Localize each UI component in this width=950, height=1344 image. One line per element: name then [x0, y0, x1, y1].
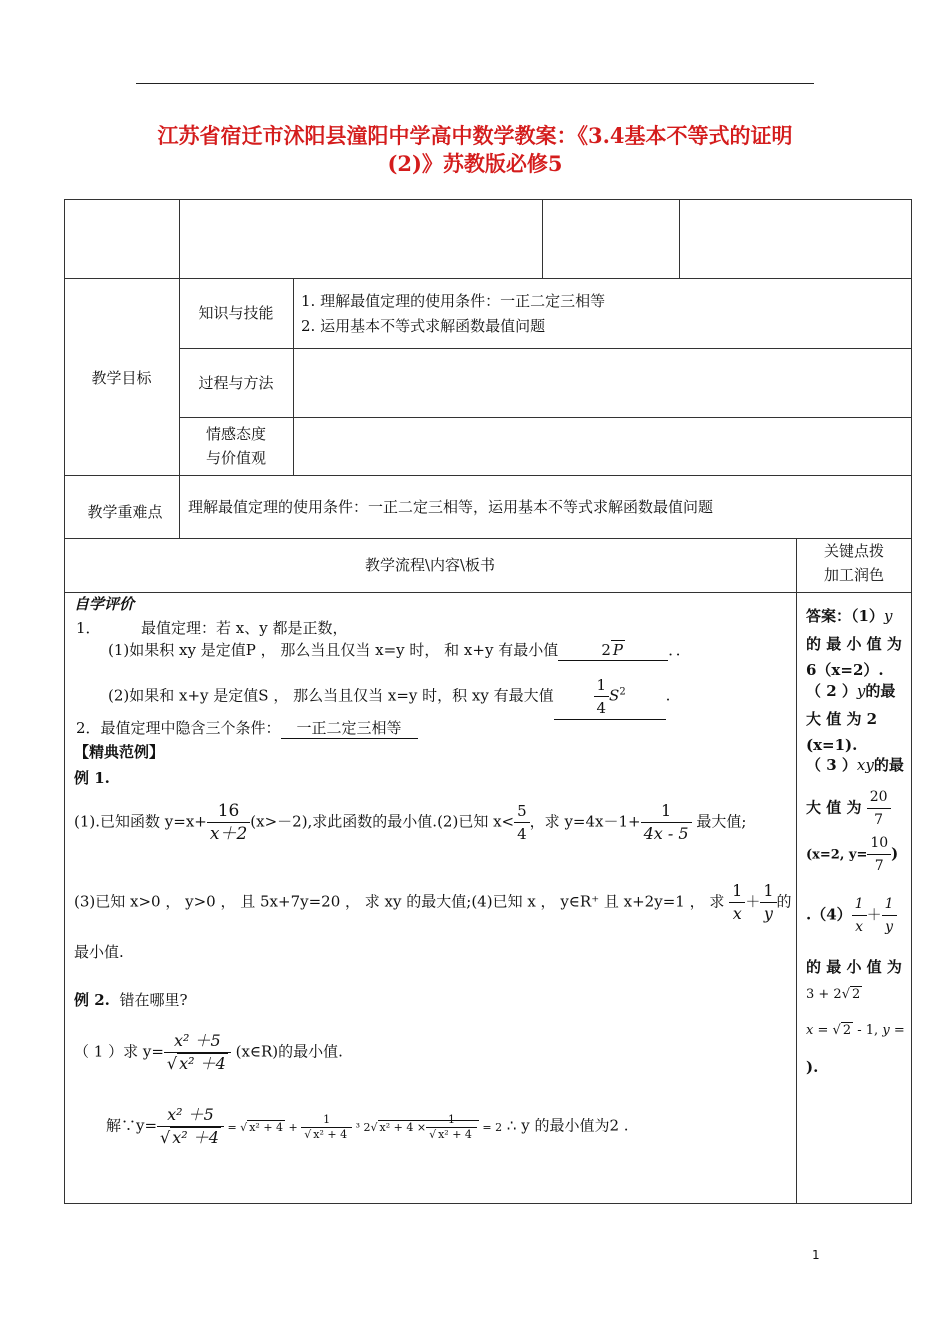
examples-heading: 【精典范例】 [74, 743, 165, 761]
answer-1: 答案：（1）y [806, 607, 893, 625]
ex1-line1 [74, 800, 746, 845]
key-label-1: 关键点拨 [823, 542, 884, 560]
item1b-exp: 2 [619, 686, 626, 698]
ex1-p4-end: 的 [776, 892, 792, 911]
ex2-q-frac: $\frac{\text{x² ＋5}}{\text{√ x² ＋4}}$ [164, 1030, 231, 1075]
item2-answer: 一正二定三相等 [281, 718, 418, 739]
ex1-frac-3: $\frac{1}{4x - 5}$ [641, 800, 692, 845]
row1-bottom-rule [64, 278, 912, 279]
self-eval-heading: 自学评价 [74, 595, 135, 613]
ex2-question [74, 1030, 343, 1075]
ex2-title: 错在哪里? [119, 991, 188, 1009]
ex1-p5: 最小值. [74, 943, 124, 961]
ex2-q-a: （ 1 ）求 y= [74, 1042, 164, 1061]
ex2-heading [74, 990, 187, 1010]
ex1-p1-a: (1).已知函数 y=x+ [74, 812, 207, 831]
goals-rule-2 [179, 417, 912, 418]
goals-divider-2 [293, 278, 294, 475]
answer-7: （ 3 ）xy的最 [806, 756, 904, 774]
answer-9: (x=2, y= $\frac{10}{7}$ ) [806, 832, 898, 877]
item1a-text: (1)如果积 xy 是定值P ， 那么当且仅当 x=y 时， 和 x+y 有最小值 [108, 641, 559, 659]
ex1-plus: ＋ [745, 892, 761, 911]
flow-divider [796, 538, 797, 1204]
emotion-label-2: 与价值观 [205, 449, 266, 467]
item1a-coef: 2 [601, 641, 611, 659]
item1a-answer [558, 640, 668, 661]
key-label-2: 加工润色 [823, 566, 884, 584]
flow-label: 教学流程\内容\板书 [364, 556, 496, 574]
knowledge-label: 知识与技能 [198, 304, 274, 322]
page-title-line1: 江苏省宿迁市沭阳县潼阳中学高中数学教案：《3.4基本不等式的证明 [157, 123, 793, 148]
item1b-var: S [609, 686, 620, 705]
ex1-p3: (3)已知 x>0 ， y>0 ， 且 5x+7y=20 ， 求 xy 的最大值;(4)已知 x ， y∈R⁺ 且 x+2y=1 ， 求 [74, 892, 725, 911]
ex2-q-b: (x∈R)的最小值. [235, 1042, 343, 1061]
difficulty-bottom-rule [64, 538, 912, 539]
ex2-sol-a: 解∵y= [106, 1116, 158, 1135]
answer-12: 3 + 2√ 2 [806, 987, 861, 1002]
item1b-text: (2)如果和 x+y 是定值S ， 那么当且仅当 x=y 时，积 xy 有最大值 [108, 686, 554, 705]
ex1-p2-b: 最大值; [696, 812, 747, 831]
header-rule [136, 83, 814, 84]
answer-4: （ 2 ）y的最 [806, 682, 896, 700]
item1-number: 1． [76, 619, 101, 637]
answer-11: 的 最 小 值 为 [806, 958, 902, 976]
knowledge-item-2: 2. 运用基本不等式求解函数最值问题 [301, 317, 546, 335]
ex1-line2 [74, 880, 792, 925]
ex1-p2-a: ，求 y=4x－1+ [529, 812, 641, 831]
answer-10: .（4） $\frac{1}{x}$ ＋ $\frac{1}{y}$ [806, 893, 897, 938]
ex1-frac-4: $\frac{1}{x}$ [729, 880, 745, 925]
ex1-frac-1: $\frac{16}{x+2}$ [207, 800, 250, 845]
difficulty-text: 理解最值定理的使用条件：一正二定三相等，运用基本不等式求解函数最值问题 [188, 498, 714, 516]
answer-13: x = √ 2 - 1, y = [806, 1023, 905, 1038]
page-title-line2: (2)》苏教版必修5 [387, 151, 563, 176]
answer-2: 的 最 小 值 为 [806, 635, 902, 653]
item1b-end: . [665, 686, 671, 705]
item1b-frac: $\frac{1}{4}$ [594, 674, 610, 719]
item1-text: 最值定理：若 x、y 都是正数， [141, 619, 348, 637]
item1b-answer [554, 674, 666, 720]
item2-text: 2．最值定理中隐含三个条件： [76, 719, 281, 737]
flow-header-rule [64, 592, 912, 593]
item1b [108, 674, 670, 720]
row1-divider-2 [542, 199, 543, 278]
ex1-p1-b: (x>－2),求此函数的最小值.(2)已知 x< [250, 812, 515, 831]
ex1-frac-5: $\frac{1}{y}$ [760, 880, 776, 925]
ex2-sol-frac: $\frac{\text{x² ＋5}}{\text{√ x² ＋4}}$ [157, 1104, 224, 1149]
difficulty-label: 教学重难点 [87, 503, 163, 521]
answer-5: 大 值 为 2 [806, 710, 878, 728]
goals-rule-1 [179, 348, 912, 349]
row1-divider-1 [179, 199, 180, 278]
item1a [108, 640, 691, 661]
knowledge-item-1: 1. 理解最值定理的使用条件：一正二定三相等 [301, 292, 606, 310]
row1-divider-3 [679, 199, 680, 278]
answer-14: ). [806, 1058, 819, 1076]
goals-label: 教学目标 [91, 369, 152, 387]
ex1-label: 例 1. [74, 769, 110, 787]
goals-bottom-rule [64, 475, 912, 476]
ex1-frac-2: $\frac{5}{4}$ [514, 800, 530, 845]
item2 [76, 718, 418, 739]
answer-6: (x=1). [806, 736, 858, 754]
ex2-sol-chain: = √ x² + 4 + $\frac{1}{\text{√ x² + 4}}$ ³ 2√ x² + 4 × $\frac{1}{\text{√ x² + 4}}$ = 2 [227, 1113, 503, 1141]
item1a-end: ．． [668, 641, 691, 659]
page-number: 1 [812, 1248, 820, 1262]
ex2-sol-end: ∴ y 的最小值为2 . [506, 1116, 629, 1135]
emotion-label-1: 情感态度 [205, 425, 266, 443]
item1a-var: P [612, 641, 624, 659]
ex2-label: 例 2. [74, 991, 110, 1009]
answer-3: 6（x=2）. [806, 661, 884, 679]
process-label: 过程与方法 [198, 374, 274, 392]
answer-8: 大 值 为 $\frac{20}{7}$ [806, 786, 891, 831]
ex2-solution [106, 1104, 629, 1149]
